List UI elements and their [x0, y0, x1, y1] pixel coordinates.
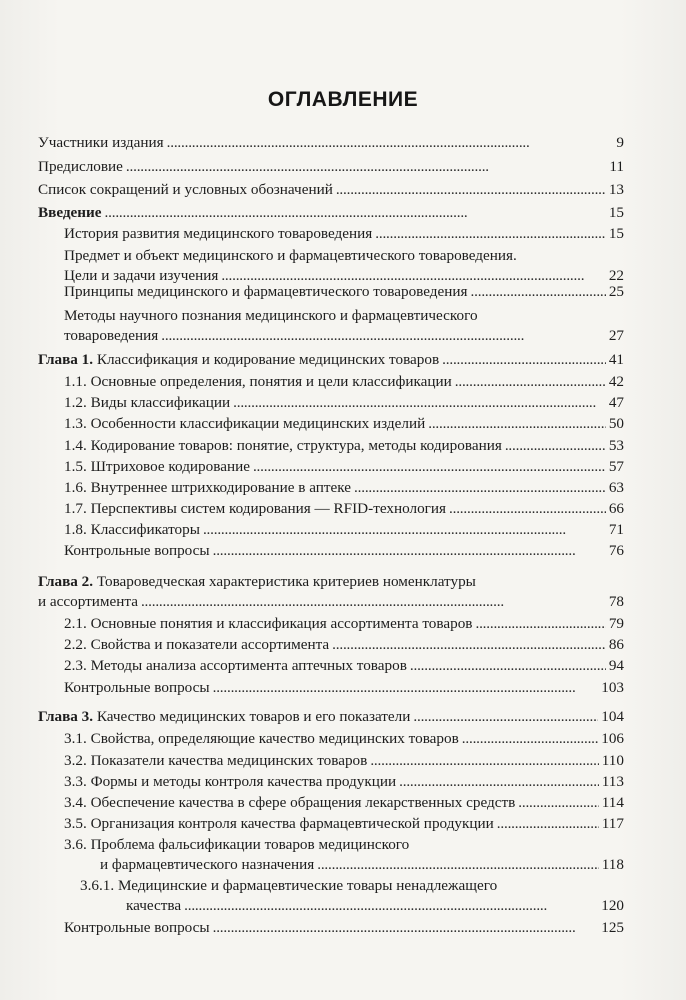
chapter-number: Глава 2.: [38, 573, 94, 590]
leader-dots: [462, 729, 598, 749]
toc-entry-page: 50: [608, 415, 624, 432]
toc-entry: [64, 224, 624, 244]
toc-entry: [64, 436, 624, 456]
toc-entry-title: Качество медицинских товаров и его показатели: [96, 708, 411, 725]
toc-entry-page: 78: [608, 593, 624, 610]
toc-entry: [64, 306, 624, 346]
toc-entry-title: Список сокращений и условных обозначений: [38, 181, 333, 198]
toc-entry: [64, 656, 624, 676]
toc-entry-title: 2.2. Свойства и показатели ассортимента: [64, 636, 330, 653]
toc-entry: [64, 814, 624, 834]
toc-entry: [64, 246, 624, 286]
toc-entry-page: 103: [601, 679, 624, 696]
toc-entry-title: 2.3. Методы анализа ассортимента аптечных товаров: [64, 657, 407, 674]
leader-dots: [471, 282, 606, 302]
toc-entry-title: 1.7. Перспективы систем кодирования — RFID-технология: [64, 500, 447, 517]
toc-entry-title: Контрольные вопросы: [64, 679, 210, 696]
toc-entry-page: 71: [608, 521, 624, 538]
toc-entry-page: 9: [616, 134, 624, 151]
toc-entry-page: 114: [601, 794, 624, 811]
leader-dots: [317, 855, 599, 875]
toc-entry-title: 1.2. Виды классификации: [64, 394, 231, 411]
toc-entry-page: 106: [601, 730, 624, 747]
toc-entry-page: 125: [601, 919, 624, 936]
toc-entry-page: 63: [608, 479, 624, 496]
toc-entry-page: 47: [608, 394, 624, 411]
toc-entry-page: 104: [601, 708, 624, 725]
toc-entry-page: 15: [608, 225, 624, 242]
leader-dots: [141, 592, 606, 612]
leader-dots: [413, 707, 598, 727]
toc-entry-page: 42: [608, 373, 624, 390]
leader-dots: [253, 457, 606, 477]
toc-entry-title-cont: товароведения: [64, 327, 159, 344]
toc-entry-title: Контрольные вопросы: [64, 542, 210, 559]
toc-entry-title: 1.5. Штриховое кодирование: [64, 458, 250, 475]
leader-dots: [449, 499, 606, 519]
toc-entry: [64, 499, 624, 519]
leader-dots: [213, 918, 599, 938]
toc-entry-title: 1.3. Особенности классификации медицинских изделий: [64, 415, 426, 432]
leader-dots: [233, 393, 606, 413]
toc-entry-title: 3.3. Формы и методы контроля качества продукции: [64, 773, 397, 790]
toc-entry: [64, 835, 624, 875]
toc-entry: [64, 729, 624, 749]
toc-entry: [64, 541, 624, 561]
toc-entry-page: 25: [608, 283, 624, 300]
toc-entry-title: 3.2. Показатели качества медицинских товаров: [64, 752, 368, 769]
leader-dots: [332, 635, 606, 655]
toc-entry: [64, 678, 624, 698]
toc-entry-title: История развития медицинского товароведения: [64, 225, 373, 242]
toc-entry: [64, 372, 624, 392]
leader-dots: [354, 478, 606, 498]
toc-entry: [64, 793, 624, 813]
toc-entry-page: 110: [601, 752, 624, 769]
toc-entry-title: 2.1. Основные понятия и классификация ассортимента товаров: [64, 615, 473, 632]
leader-dots: [455, 372, 606, 392]
toc-entry-title: 3.4. Обеспечение качества в сфере обращения лекарственных средств: [64, 794, 516, 811]
toc-entry-title: 3.6. Проблема фальсификации товаров медицинского: [64, 836, 410, 853]
leader-dots: [126, 157, 606, 177]
toc-entry: [38, 203, 624, 223]
toc-entry-title: 1.6. Внутреннее штрихкодирование в аптеке: [64, 479, 352, 496]
toc-entry-title-cont: и фармацевтического назначения: [100, 856, 315, 873]
toc-entry-title: 1.1. Основные определения, понятия и цели классификации: [64, 373, 452, 390]
leader-dots: [203, 520, 606, 540]
toc-entry-title: Методы научного познания медицинского и фармацевтического: [64, 307, 478, 324]
toc-entry: [38, 133, 624, 153]
toc-entry-title-cont: и ассортимента: [38, 593, 138, 610]
leader-dots: [497, 814, 599, 834]
toc-entry: [64, 520, 624, 540]
leader-dots: [370, 751, 598, 771]
toc-entry-title: Контрольные вопросы: [64, 919, 210, 936]
leader-dots: [336, 180, 606, 200]
toc-entry-title: 1.4. Кодирование товаров: понятие, структура, методы кодирования: [64, 437, 502, 454]
toc-chapter-entry: [38, 350, 624, 370]
toc-entry-page: 120: [601, 897, 624, 914]
chapter-number: Глава 1.: [38, 351, 94, 368]
leader-dots: [213, 678, 599, 698]
leader-dots: [505, 436, 606, 456]
toc-entry-title: Товароведческая характеристика критериев номенклатуры: [96, 573, 476, 590]
toc-entry-title-cont: Цели и задачи изучения: [64, 267, 219, 284]
leader-dots: [410, 656, 606, 676]
toc-entry: [64, 635, 624, 655]
leader-dots: [375, 224, 606, 244]
toc-entry-page: 15: [608, 204, 624, 221]
toc-entry-page: 94: [608, 657, 624, 674]
toc-entry-page: 41: [608, 351, 624, 368]
toc-entry: [64, 614, 624, 634]
toc-entry-page: 117: [601, 815, 624, 832]
toc-entry: [64, 282, 624, 302]
toc-entry: [64, 393, 624, 413]
page-title: ОГЛАВЛЕНИЕ: [267, 88, 419, 111]
leader-dots: [167, 133, 614, 153]
leader-dots: [428, 414, 606, 434]
toc-entry-page: 76: [608, 542, 624, 559]
leader-dots: [105, 203, 606, 223]
leader-dots: [184, 896, 598, 916]
leader-dots: [399, 772, 599, 792]
toc-entry: [64, 414, 624, 434]
toc-entry: [38, 180, 624, 200]
toc-entry: [64, 478, 624, 498]
toc-entry: [64, 751, 624, 771]
toc-entry: [64, 772, 624, 792]
toc-chapter-entry: [38, 707, 624, 727]
toc-entry-page: 118: [601, 856, 624, 873]
toc-entry-title: Предмет и объект медицинского и фармацевтического товароведения.: [64, 247, 517, 264]
toc-entry-page: 13: [608, 181, 624, 198]
toc-entry-title: 3.5. Организация контроля качества фармацевтической продукции: [64, 815, 494, 832]
toc-chapter-entry: [38, 572, 624, 612]
toc-entry-page: 86: [608, 636, 624, 653]
chapter-number: Глава 3.: [38, 708, 94, 725]
toc-entry-title: Предисловие: [38, 158, 123, 175]
leader-dots: [442, 350, 606, 370]
toc-entry-page: 27: [608, 327, 624, 344]
toc-entry: [64, 457, 624, 477]
toc-entry-page: 11: [609, 158, 624, 175]
toc-entry-title: Введение: [38, 204, 102, 221]
toc-entry-title: Принципы медицинского и фармацевтического товароведения: [64, 283, 468, 300]
toc-entry: [38, 157, 624, 177]
toc-entry-page: 22: [608, 267, 624, 284]
toc-entry-page: 57: [608, 458, 624, 475]
leader-dots: [161, 326, 606, 346]
toc-entry-title: 1.8. Классификаторы: [64, 521, 200, 538]
leader-dots: [475, 614, 605, 634]
toc-entry-page: 53: [608, 437, 624, 454]
toc-entry: [64, 918, 624, 938]
toc-entry-page: 113: [601, 773, 624, 790]
toc-entry-title: Классификация и кодирование медицинских товаров: [96, 351, 440, 368]
toc-entry-title: Участники издания: [38, 134, 164, 151]
toc-entry: [80, 876, 624, 916]
toc-entry-title: 3.6.1. Медицинские и фармацевтические товары ненадлежащего: [80, 877, 498, 894]
toc-entry-page: 79: [608, 615, 624, 632]
leader-dots: [518, 793, 599, 813]
toc-entry-page: 66: [608, 500, 624, 517]
leader-dots: [213, 541, 606, 561]
toc-entry-title: 3.1. Свойства, определяющие качество медицинских товаров: [64, 730, 459, 747]
toc-entry-title-cont: качества: [126, 897, 182, 914]
